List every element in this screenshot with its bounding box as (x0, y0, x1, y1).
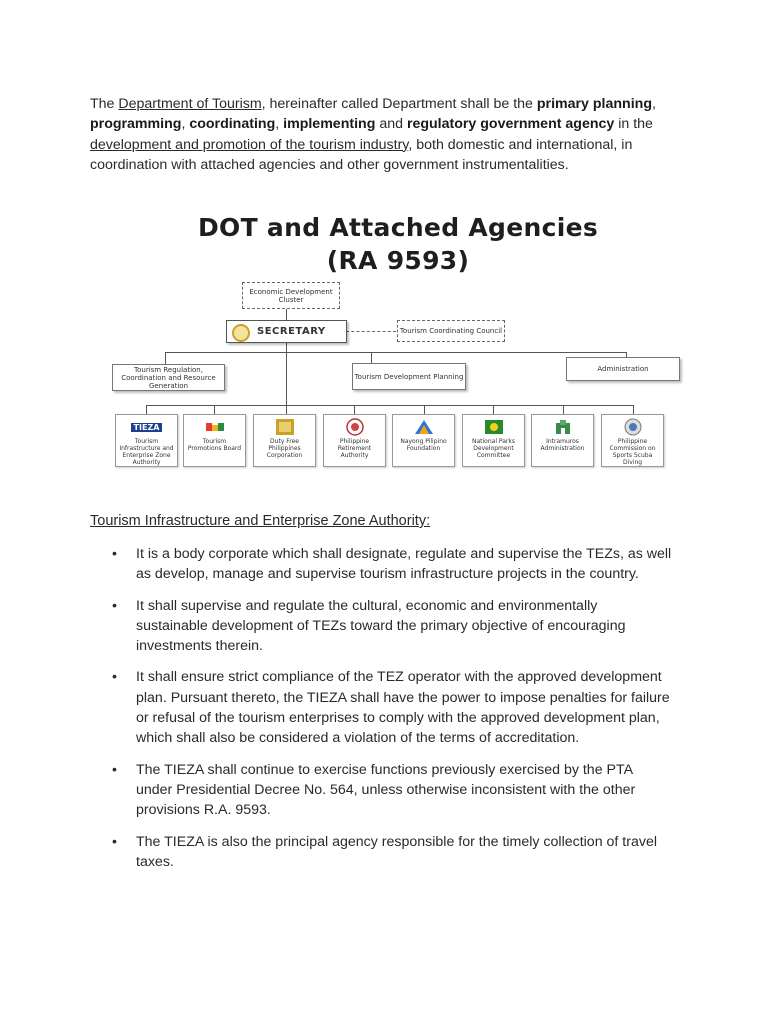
chart-title: DOT and Attached Agencies (197, 213, 599, 242)
development-planning-box (352, 363, 466, 390)
regulation-label: Tourism Regulation, Coordination and Resource Generation (121, 365, 216, 390)
agency-npdc (462, 414, 525, 467)
intro-text: , hereinafter called Department shall be the (261, 96, 537, 112)
secretary-box (226, 320, 347, 343)
comma: , (651, 96, 656, 112)
nayong-pilipino-logo-icon (393, 417, 454, 437)
bold-term: implementing (283, 116, 376, 133)
agency-name: Nayong Pilipino Foundation (400, 438, 447, 452)
intro-text: in the (614, 116, 653, 133)
bullet-icon: • (112, 597, 117, 614)
bullet-list (112, 544, 672, 883)
intro-paragraph (90, 94, 680, 175)
connector-line (633, 405, 634, 414)
intro-text: and (375, 116, 407, 133)
intro-text: , both domestic and international, in coordination with attached agencies and other government instrumentalities. (90, 136, 633, 173)
tourism-council-box (397, 320, 505, 342)
comma: , (275, 116, 284, 133)
connector-line (563, 405, 564, 414)
list-item (112, 760, 672, 821)
connector-line (354, 405, 355, 414)
agency-name: Philippine Retirement Authority (337, 438, 372, 459)
tourism-council-label: Tourism Coordinating Council (399, 327, 503, 335)
connector-line (165, 352, 166, 364)
list-item (112, 544, 672, 585)
connector-line (493, 405, 494, 414)
bullet-icon: • (112, 546, 117, 562)
agency-name: Philippine Commission on Sports Scuba Diving (609, 438, 656, 466)
bullet-text: The TIEZA is also the principal agency responsible for the timely collection of travel taxes. (136, 833, 657, 870)
chart-subtitle: (RA 9593) (326, 246, 470, 275)
regulation-box (112, 364, 225, 391)
agency-name: Tourism Promotions Board (187, 438, 242, 452)
bold-term: regulatory government agency (406, 116, 615, 133)
connector-line (371, 352, 372, 363)
bold-term: coordinating (189, 116, 276, 133)
bullet-text: It shall supervise and regulate the cultural, economic and environmentally sustainable development of TEZs toward the primary objective of encouraging investments therein. (136, 597, 626, 655)
list-item (112, 832, 672, 873)
administration-box (566, 357, 680, 381)
section-heading: Tourism Infrastructure and Enterprise Zone Authority: (90, 513, 431, 529)
pra-logo-icon (324, 417, 385, 437)
agency-name: Intramuros Administration (540, 438, 585, 452)
agency-name: National Parks Development Committee (471, 438, 515, 459)
development-planning-label: Tourism Development Planning (354, 372, 464, 381)
connector-line (286, 308, 287, 320)
administration-label: Administration (597, 365, 649, 373)
bullet-icon: • (112, 761, 117, 778)
dashed-connector (346, 331, 396, 332)
intro-text: The (90, 96, 119, 112)
connector-line (165, 352, 626, 353)
bullet-text: It is a body corporate which shall designate, regulate and supervise the TEZs, as well as develop, manage and supervise tourism infrastructure projects in the country. (136, 546, 672, 583)
list-item (112, 596, 672, 657)
agency-duty-free (253, 414, 316, 467)
tieza-logo-text: TIEZA (131, 423, 163, 432)
bullet-icon: • (112, 669, 117, 686)
economic-cluster-box (242, 282, 340, 309)
agency-pra (323, 414, 386, 467)
bold-term: programming (90, 116, 182, 133)
agency-tieza (115, 414, 178, 467)
list-item (112, 667, 672, 748)
agency-intramuros (531, 414, 594, 467)
intramuros-logo-icon (532, 417, 593, 437)
development-promotion-link[interactable]: development and promotion of the tourism industry (90, 136, 409, 153)
connector-line (214, 405, 215, 414)
agency-name: Tourism Infrastructure and Enterprise Zone Authority (119, 438, 174, 466)
bullet-text: The TIEZA shall continue to exercise functions previously exercised by the PTA under Presidential Decree No. 564, unless otherwise inconsistent with the other provisions R.A. 9593. (136, 761, 636, 819)
connector-line (146, 405, 633, 406)
bullet-icon: • (112, 833, 117, 850)
connector-line (146, 405, 147, 414)
economic-cluster-label: Economic Development Cluster (249, 287, 333, 304)
tieza-logo-icon (116, 417, 177, 437)
tpb-logo-icon (184, 417, 245, 437)
agency-name: Duty Free Philippines Corporation (266, 438, 303, 459)
bullet-text: It shall ensure strict compliance of the TEZ operator with the approved development plan. Pursuant thereto, the TIEZA shall have the power to impose penalties for failure or refusal of the tourism enterprises to comply with the approved development plan, which shall also be considered a violation of the terms of accreditation. (136, 669, 670, 747)
bold-term: primary planning (536, 96, 652, 112)
comma: , (181, 116, 190, 133)
duty-free-logo-icon (254, 417, 315, 437)
agency-pcssd (601, 414, 664, 467)
connector-line (424, 405, 425, 414)
agency-nayong-pilipino (392, 414, 455, 467)
secretary-label: SECRETARY (257, 325, 326, 337)
npdc-logo-icon (463, 417, 524, 437)
pcssd-logo-icon (602, 417, 663, 437)
agency-tpb (183, 414, 246, 467)
dot-seal-icon (232, 324, 250, 342)
department-of-tourism-link[interactable]: Department of Tourism (118, 96, 262, 112)
org-chart (108, 205, 688, 480)
